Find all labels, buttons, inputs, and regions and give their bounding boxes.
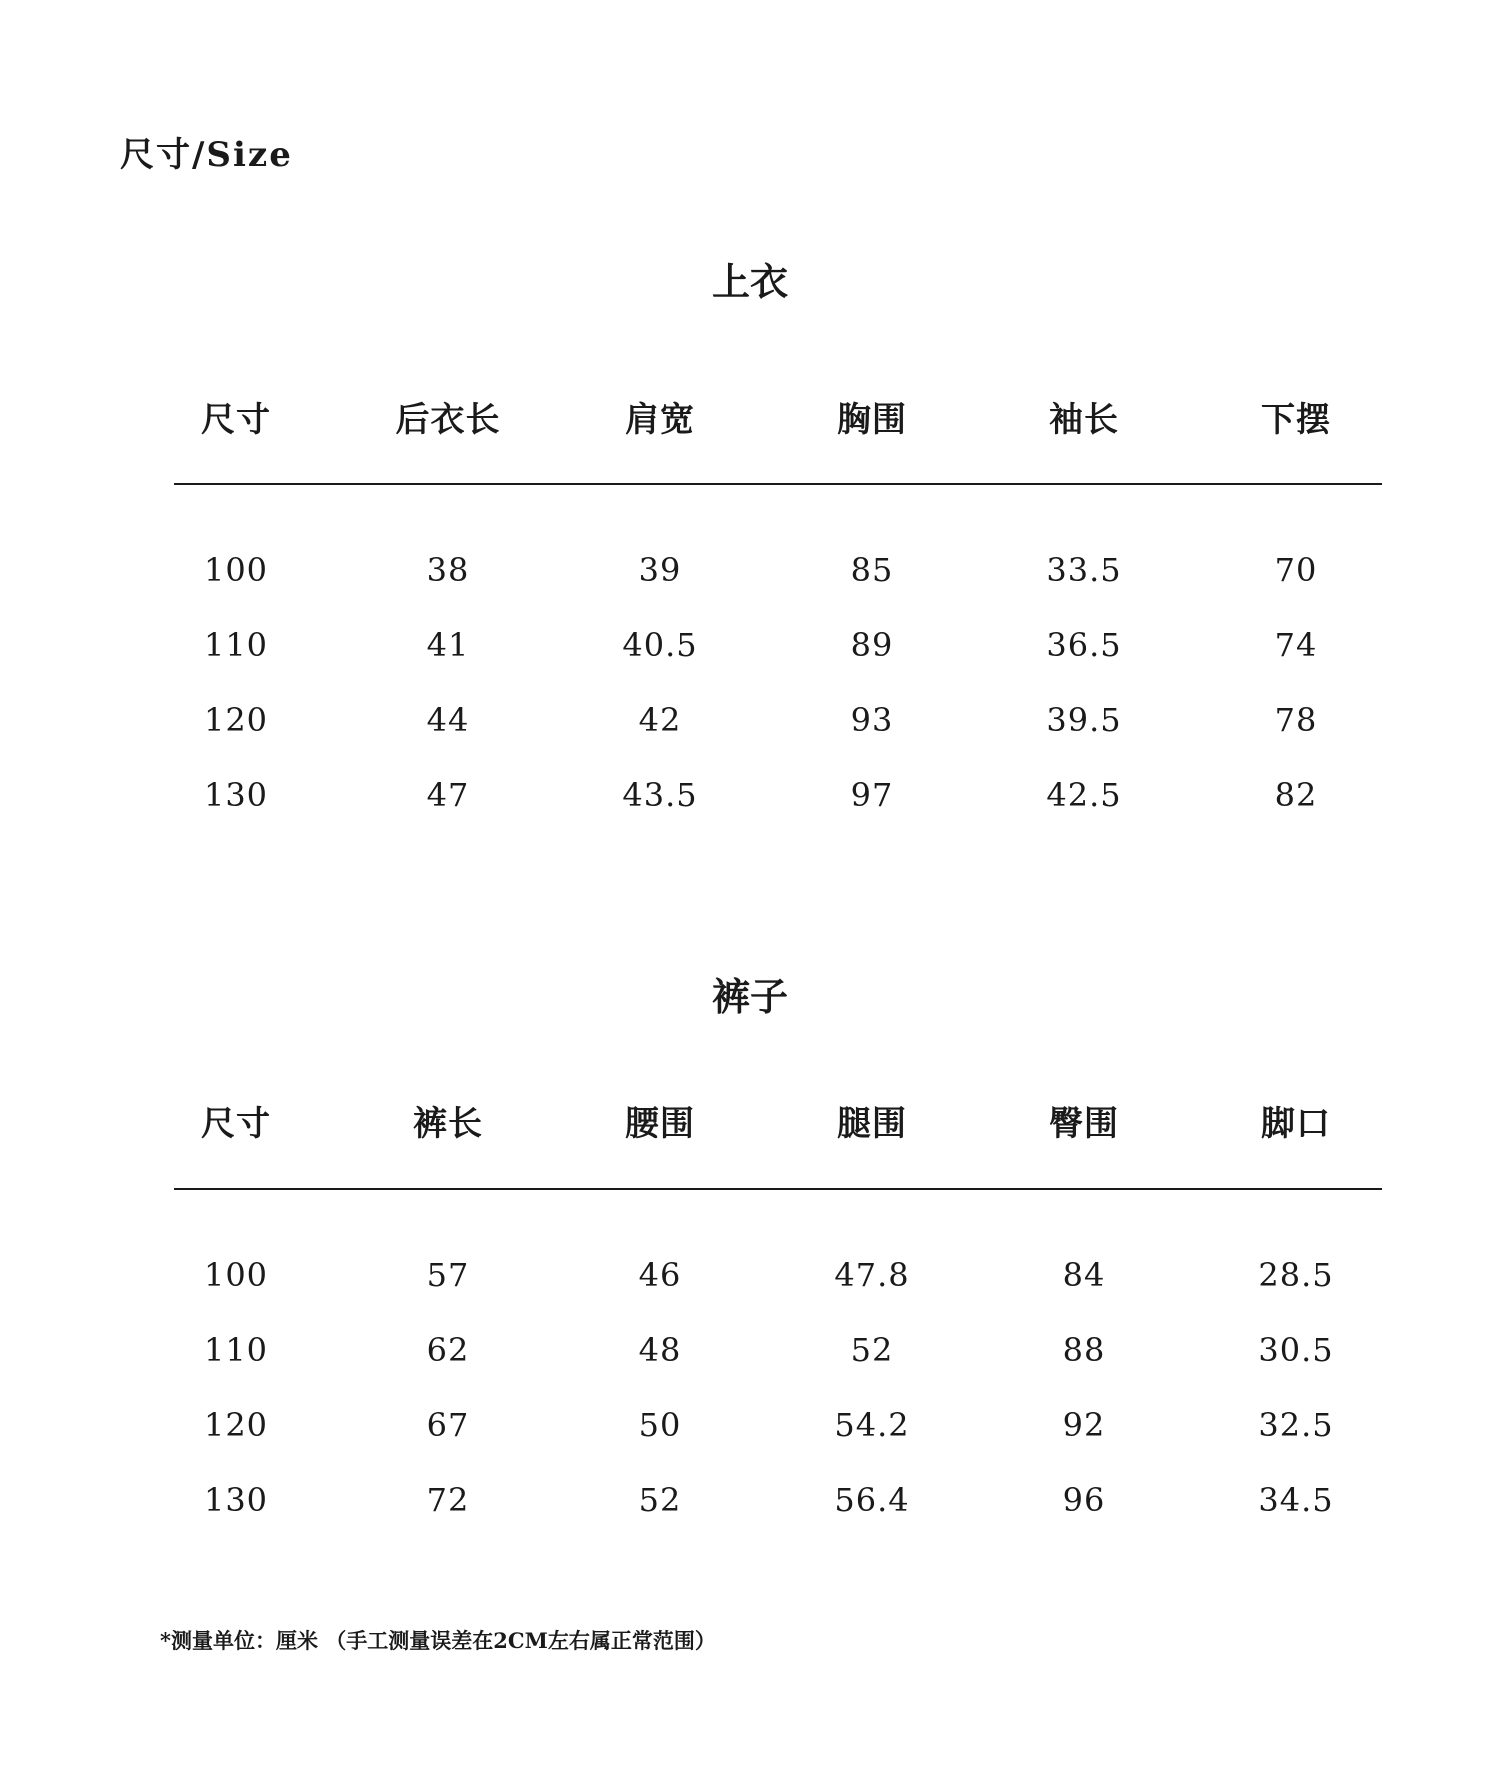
table-cell: 47.8 — [834, 1256, 910, 1294]
column-header: 腰围 — [625, 1104, 695, 1144]
table-cell: 39 — [638, 551, 682, 589]
table-cell: 48 — [638, 1331, 682, 1369]
table-cell: 120 — [203, 1406, 269, 1444]
table-cell: 46 — [638, 1256, 682, 1294]
column-header: 腿围 — [837, 1104, 907, 1144]
column-header: 后衣长 — [395, 400, 501, 440]
table-cell: 57 — [426, 1256, 470, 1294]
table-cell: 30.5 — [1258, 1331, 1334, 1369]
table-cell: 44 — [426, 701, 470, 739]
table-cell: 130 — [203, 776, 269, 814]
table-header-row — [174, 395, 1382, 445]
column-header: 尺寸 — [201, 1104, 271, 1144]
table-cell: 93 — [850, 701, 894, 739]
table-cell: 100 — [203, 551, 269, 589]
table-cell: 36.5 — [1046, 626, 1122, 664]
table-row — [174, 695, 1382, 745]
table-cell: 54.2 — [834, 1406, 910, 1444]
column-header: 裤长 — [413, 1104, 483, 1144]
table-cell: 72 — [426, 1481, 470, 1519]
table-title-pants: 裤子 — [711, 974, 788, 1019]
table-header-row — [174, 1099, 1382, 1149]
table-cell: 56.4 — [834, 1481, 910, 1519]
table-cell: 78 — [1274, 701, 1318, 739]
table-cell: 42.5 — [1046, 776, 1122, 814]
page-title: 尺寸/Size — [120, 135, 293, 175]
table-row — [174, 1325, 1382, 1375]
table-cell: 40.5 — [622, 626, 698, 664]
table-cell: 62 — [426, 1331, 470, 1369]
column-header: 肩宽 — [625, 400, 695, 440]
header-divider — [174, 483, 1382, 485]
table-cell: 96 — [1062, 1481, 1106, 1519]
table-cell: 97 — [850, 776, 894, 814]
table-cell: 52 — [638, 1481, 682, 1519]
table-cell: 33.5 — [1046, 551, 1122, 589]
table-cell: 74 — [1274, 626, 1318, 664]
table-cell: 38 — [426, 551, 470, 589]
table-cell: 110 — [203, 626, 269, 664]
column-header: 下摆 — [1261, 400, 1331, 440]
column-header: 胸围 — [837, 400, 907, 440]
table-cell: 39.5 — [1046, 701, 1122, 739]
table-cell: 85 — [850, 551, 894, 589]
table-cell: 88 — [1062, 1331, 1106, 1369]
table-cell: 67 — [426, 1406, 470, 1444]
table-cell: 41 — [426, 626, 470, 664]
header-divider — [174, 1188, 1382, 1190]
table-cell: 92 — [1062, 1406, 1106, 1444]
column-header: 臀围 — [1049, 1104, 1119, 1144]
column-header: 尺寸 — [201, 400, 271, 440]
table-cell: 47 — [426, 776, 470, 814]
column-header: 脚口 — [1261, 1104, 1331, 1144]
table-cell: 52 — [850, 1331, 894, 1369]
table-cell: 34.5 — [1258, 1481, 1334, 1519]
table-cell: 110 — [203, 1331, 269, 1369]
table-row — [174, 1250, 1382, 1300]
table-cell: 50 — [638, 1406, 682, 1444]
table-cell: 28.5 — [1258, 1256, 1334, 1294]
table-cell: 100 — [203, 1256, 269, 1294]
table-cell: 84 — [1062, 1256, 1106, 1294]
table-row — [174, 770, 1382, 820]
table-cell: 70 — [1274, 551, 1318, 589]
table-row — [174, 545, 1382, 595]
table-cell: 32.5 — [1258, 1406, 1334, 1444]
table-row — [174, 1475, 1382, 1525]
table-cell: 89 — [850, 626, 894, 664]
table-cell: 130 — [203, 1481, 269, 1519]
table-cell: 42 — [638, 701, 682, 739]
table-row — [174, 1400, 1382, 1450]
table-title-top: 上衣 — [711, 259, 788, 304]
table-cell: 120 — [203, 701, 269, 739]
table-cell: 43.5 — [622, 776, 698, 814]
column-header: 袖长 — [1049, 400, 1119, 440]
table-row — [174, 620, 1382, 670]
measurement-footnote: *测量单位：厘米 （手工测量误差在2CM左右属正常范围） — [160, 1628, 716, 1653]
table-cell: 82 — [1274, 776, 1318, 814]
